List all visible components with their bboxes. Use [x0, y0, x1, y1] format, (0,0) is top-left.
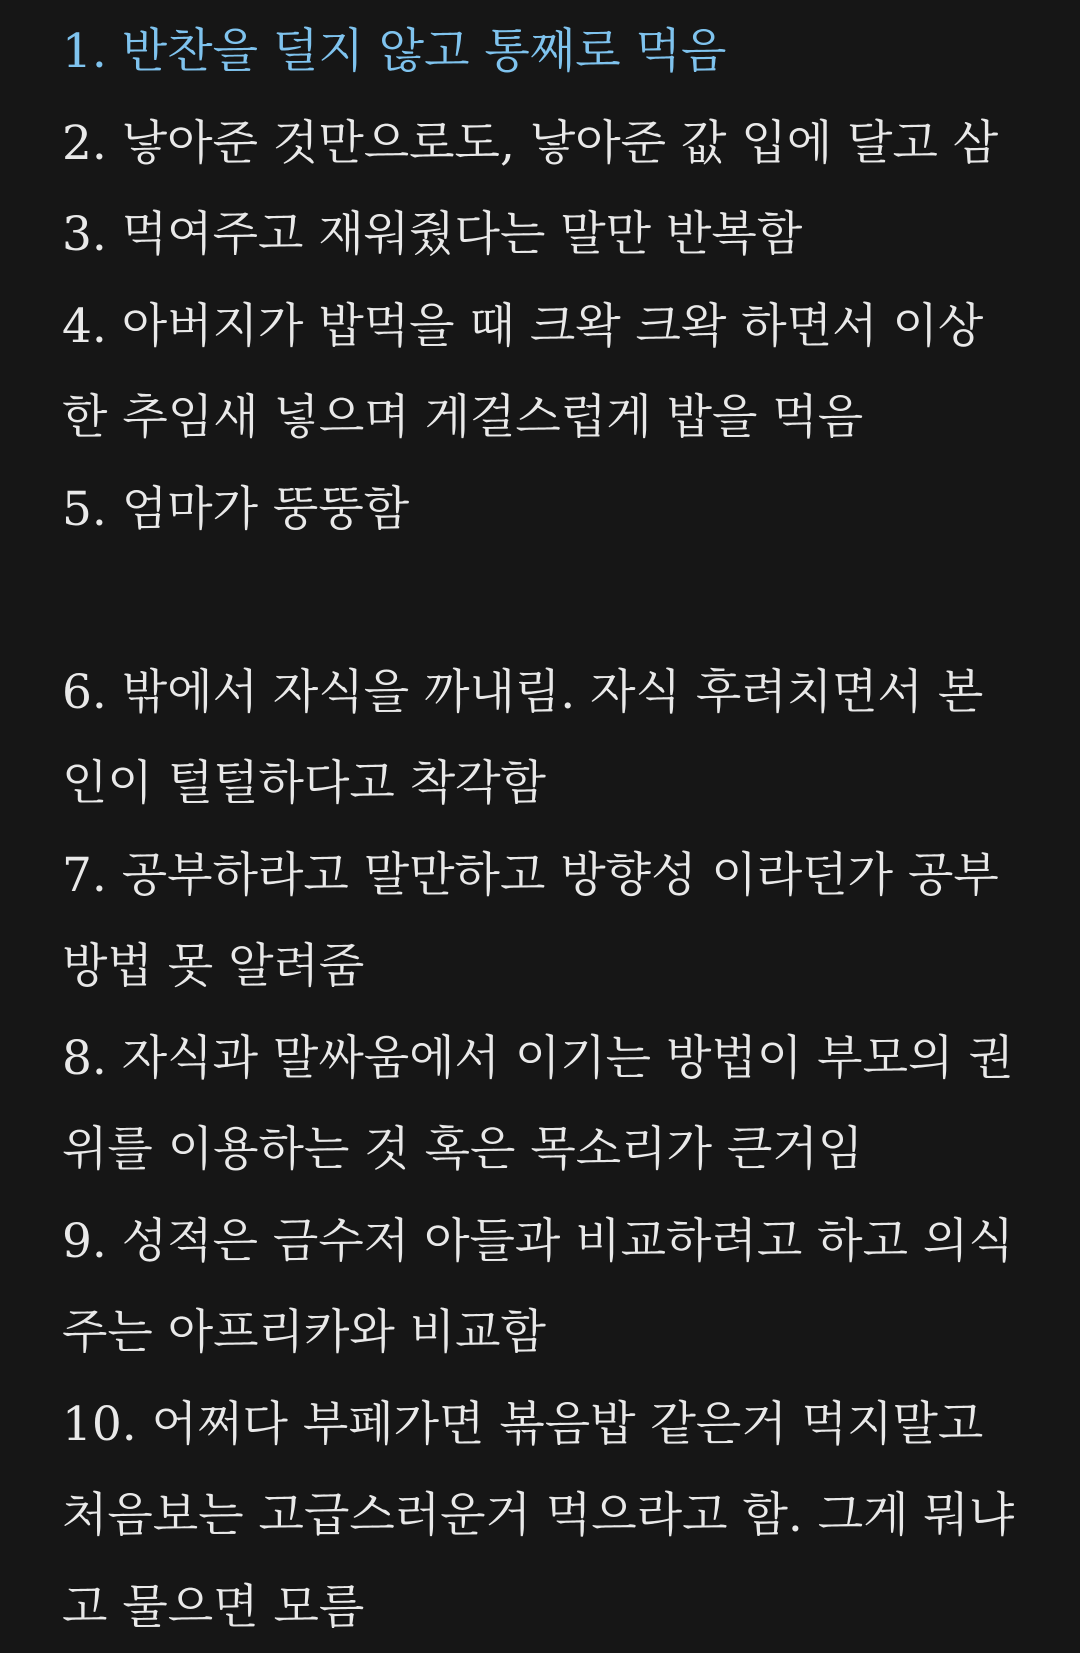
list-item-10-line-1: 10. 어쩌다 부페가면 볶음밥 같은거 먹지말고 [62, 1379, 1062, 1471]
list-item-10-line-3: 고 물으면 모름 [62, 1562, 1062, 1653]
list-item-7-line-2: 방법 못 알려줌 [62, 921, 1062, 1013]
blank-line [62, 555, 1062, 647]
list-item-1: 1. 반찬을 덜지 않고 통째로 먹음 [62, 6, 1062, 98]
list-item-10-line-2: 처음보는 고급스러운거 먹으라고 함. 그게 뭐냐 [62, 1470, 1062, 1562]
list-item-4-line-2: 한 추임새 넣으며 게걸스럽게 밥을 먹음 [62, 372, 1062, 464]
list-item-7-line-1: 7. 공부하라고 말만하고 방향성 이라던가 공부 [62, 830, 1062, 922]
list-item-3: 3. 먹여주고 재워줬다는 말만 반복함 [62, 189, 1062, 281]
list-item-4-line-1: 4. 아버지가 밥먹을 때 크왁 크왁 하면서 이상 [62, 281, 1062, 373]
list-item-9-line-2: 주는 아프리카와 비교함 [62, 1287, 1062, 1379]
list-item-6-line-2: 인이 털털하다고 착각함 [62, 738, 1062, 830]
list-item-8-line-1: 8. 자식과 말싸움에서 이기는 방법이 부모의 권 [62, 1013, 1062, 1105]
post-body [62, 6, 1062, 1653]
list-item-6-line-1: 6. 밖에서 자식을 까내림. 자식 후려치면서 본 [62, 647, 1062, 739]
list-item-2: 2. 낳아준 것만으로도, 낳아준 값 입에 달고 삼 [62, 98, 1062, 190]
list-item-8-line-2: 위를 이용하는 것 혹은 목소리가 큰거임 [62, 1104, 1062, 1196]
list-item-5: 5. 엄마가 뚱뚱함 [62, 464, 1062, 556]
list-item-9-line-1: 9. 성적은 금수저 아들과 비교하려고 하고 의식 [62, 1196, 1062, 1288]
